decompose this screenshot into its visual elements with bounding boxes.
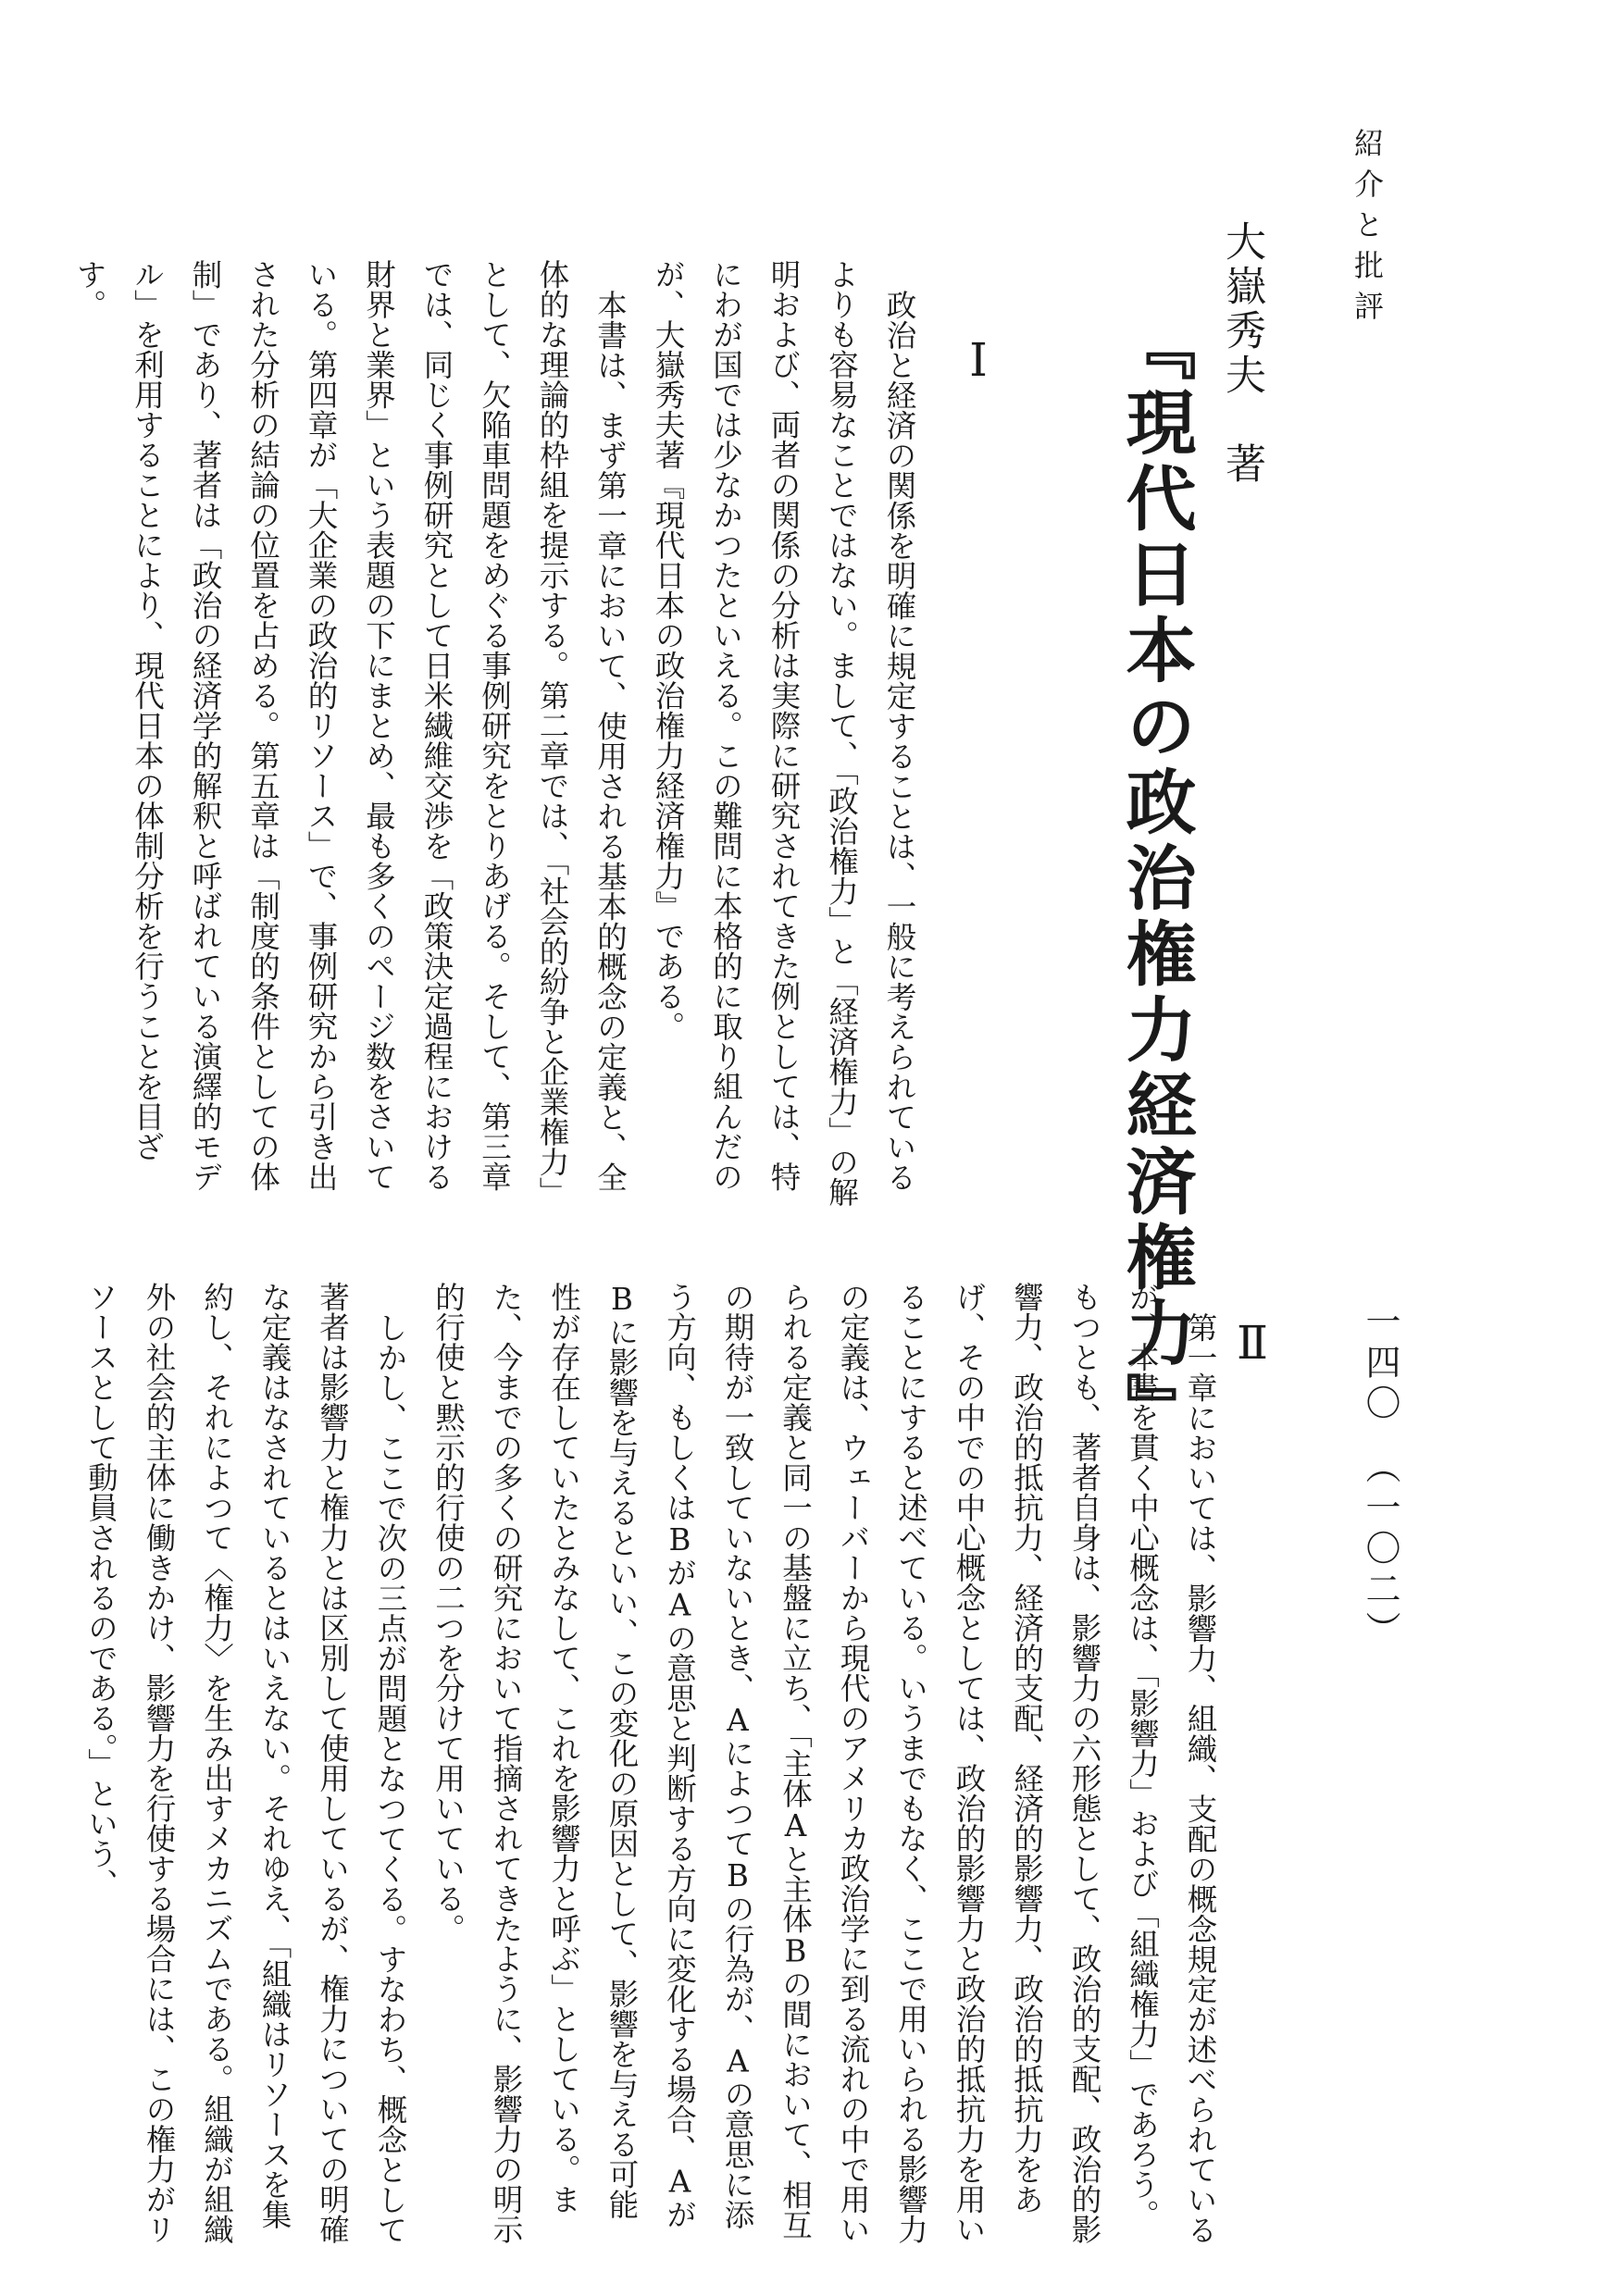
section-header: 紹介と批評	[1350, 128, 1385, 331]
author-line: 大嶽秀夫 著	[1218, 220, 1265, 487]
paragraph: 第一章においては、影響力、組織、支配の概念規定が述べられているが、本書を貫く中心概念は、「影響力」および「組織権力」であろう。もつとも、著者自身は、影響力の六形態として、政治的支配、政治的影響力、政治的抵抗力、経済的支配、経済的影響力、政治的抵抗力をあげ、その中での中心概念としては、政治的影響力と政治的抵抗力を用いることにすると述べている。いうまでもなく、ここで用いられる影響力の定義は、ウェーバーから現代のアメリカ政治学に到る流れの中で用いられる定義と同一の基盤に立ち、「主体Aと主体Bの間において、相互の期待が一致していないとき、AによつてBの行為が、Aの意思に添う方向、もしくはBがAの意思と判断する方向に変化する場合、AがBに影響を与えるといい、この変化の原因として、影響を与える可能性が存在していたとみなして、これを影響力と呼ぶ」としている。また、今までの多くの研究において指摘されてきたように、影響力の明示的行使と黙示的行使の二つを分けて用いている。	[430, 1282, 1218, 2244]
section-one-body	[61, 259, 929, 1212]
section-two-body	[72, 1282, 1229, 2244]
paragraph: 本書は、まず第一章において、使用される基本的概念の定義と、全体的な理論的枠組を提示する。第二章では、「社会的紛争と企業権力」として、欠陥車問題をめぐる事例研究をとりあげる。そして、第三章では、同じく事例研究として日米繊維交渉を「政策決定過程における財界と業界」という表題の下にまとめ、最も多くのページ数をさいている。第四章が「大企業の政治的リソース」で、事例研究から引き出された分析の結論の位置を占める。第五章は「制度的条件としての体制」であり、著者は「政治の経済学的解釈と呼ばれている演繹的モデル」を利用することにより、現代日本の体制分析を行うことを目ざす。	[72, 259, 629, 1207]
book-title: 『現代日本の政治権力経済権力』	[1114, 310, 1197, 1448]
section-one-numeral: Ⅰ	[952, 333, 1005, 387]
page-number: 一四〇 （一〇二）	[1360, 1303, 1400, 1652]
paragraph: 政治と経済の関係を明確に規定することは、一般に考えられているよりも容易なことではない。まして、「政治権力」と「経済権力」の解明および、両者の関係の分析は実際に研究されてきた例としては、特にわが国では少なかつたといえる。この難問に本格的に取り組んだのが、大嶽秀夫著『現代日本の政治権力経済権力』である。	[651, 259, 917, 1207]
section-two-numeral: Ⅱ	[1226, 1316, 1279, 1370]
paragraph: しかし、ここで次の三点が問題となつてくる。すなわち、概念として著者は影響力と権力とは区別して使用しているが、権力についての明確な定義はなされているとはいえない。それゆえ、「組織はリソースを集約し、それによつて〈権力〉を生み出すメカニズムである。組織が組織外の社会的主体に働きかけ、影響力を行使する場合には、この権力がリソースとして動員されるのである。」という、	[83, 1282, 408, 2244]
